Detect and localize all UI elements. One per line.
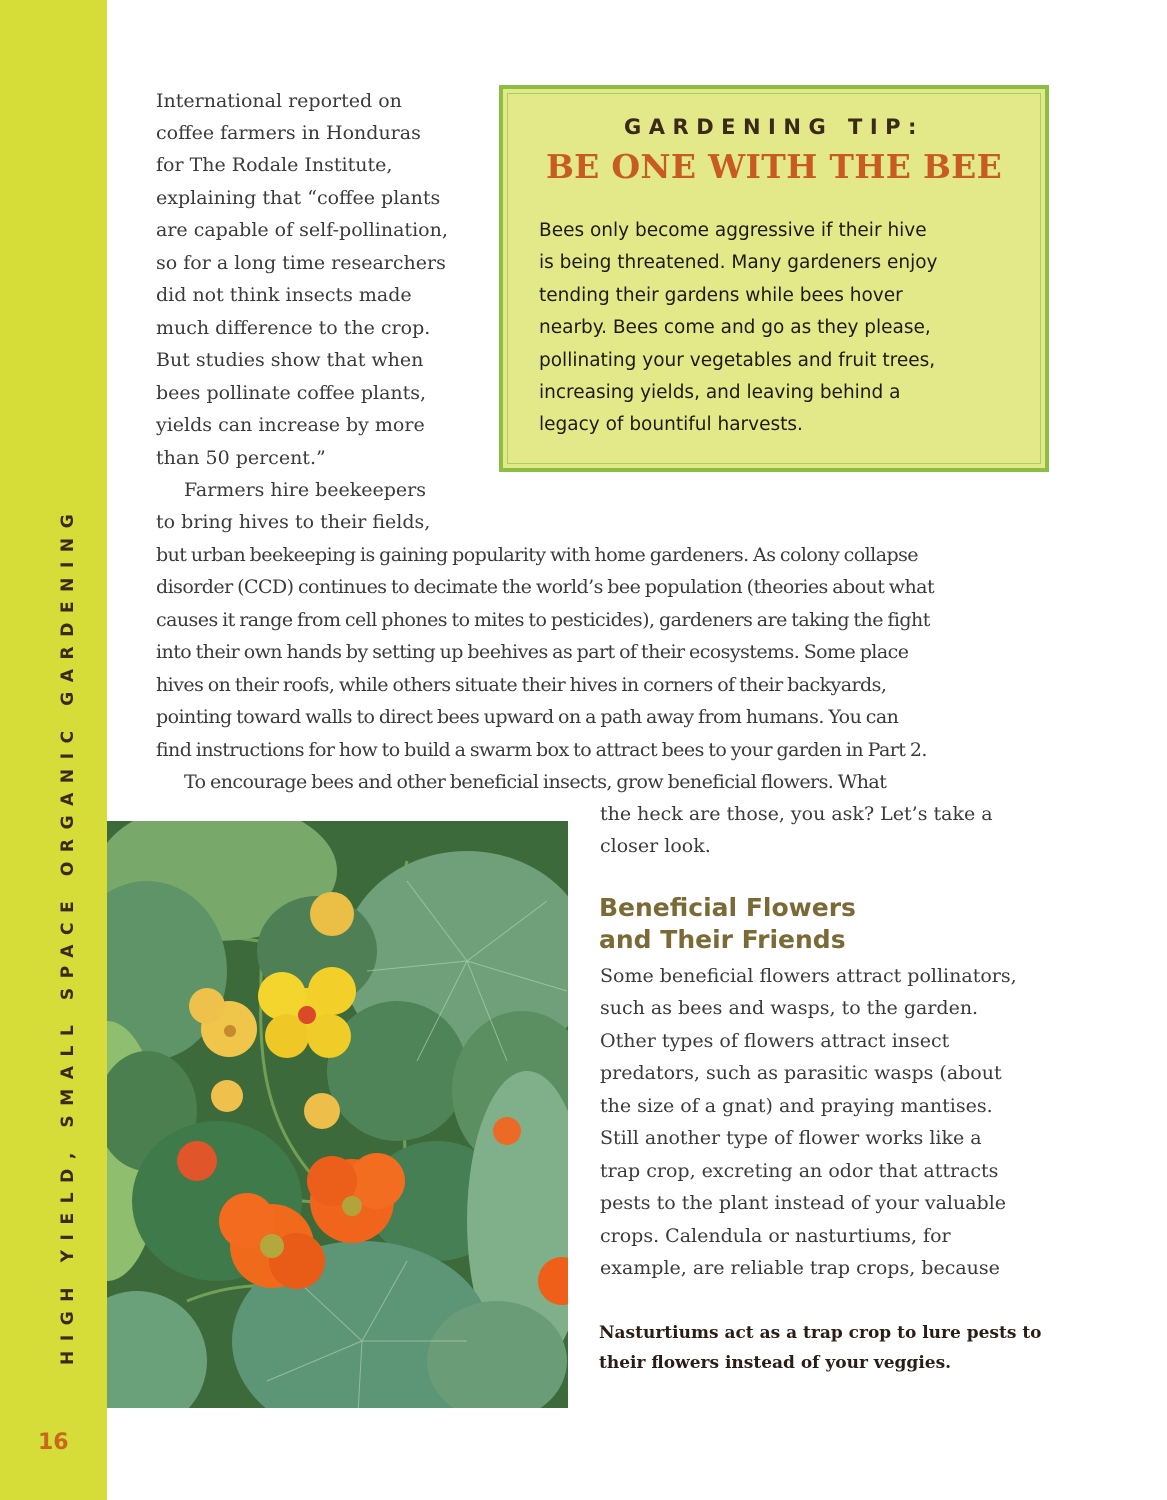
page-number: 16 — [38, 1430, 69, 1455]
text-line: but urban beekeeping is gaining popularity with home gardeners. As colony collapse — [156, 544, 918, 566]
text-line: International reported on — [156, 90, 402, 112]
text-line: crops. Calendula or nasturtiums, for — [600, 1225, 951, 1247]
text-line: are capable of self-pollination, — [156, 219, 448, 241]
text-line: much difference to the crop. — [156, 317, 431, 339]
tip-line: increasing yields, and leaving behind a — [539, 382, 901, 404]
text-line: than 50 percent.” — [156, 447, 326, 469]
text-line: did not think insects made — [156, 284, 412, 306]
tip-line: nearby. Bees come and go as they please, — [539, 317, 931, 339]
text-line: pests to the plant instead of your valuable — [600, 1192, 1007, 1214]
heading-line: and Their Friends — [599, 925, 846, 954]
text-line: causes it range from cell phones to mites to pesticides), gardeners are taking the fight — [156, 609, 930, 631]
text-line: so for a long time researchers — [156, 252, 446, 274]
tip-line: is being threatened. Many gardeners enjoy — [539, 252, 938, 274]
text-line: hives on their roofs, while others situate their hives in corners of their backyards, — [156, 674, 887, 696]
text-line: disorder (CCD) continues to decimate the world’s bee population (theories about what — [156, 576, 935, 598]
running-head: HIGH YIELD, SMALL SPACE ORGANIC GARDENING — [58, 504, 78, 1365]
text-line: Some beneficial flowers attract pollinators, — [600, 965, 1017, 987]
text-line: closer look. — [600, 835, 711, 857]
nasturtium-photo — [107, 821, 568, 1408]
tip-line: Bees only become aggressive if their hive — [539, 220, 927, 241]
text-line: such as bees and wasps, to the garden. — [600, 997, 979, 1019]
tip-line: pollinating your vegetables and fruit trees, — [539, 349, 936, 371]
tip-line: legacy of bountiful harvests. — [539, 414, 803, 436]
text-line: bees pollinate coffee plants, — [156, 382, 427, 404]
text-line: Farmers hire beekeepers — [184, 479, 427, 501]
text-line: the size of a gnat) and praying mantises. — [600, 1095, 993, 1117]
text-line: Other types of flowers attract insect — [600, 1030, 950, 1052]
caption-line: their flowers instead of your veggies. — [599, 1353, 952, 1373]
text-line: example, are reliable trap crops, because — [600, 1257, 1000, 1279]
photo-caption — [599, 1318, 1042, 1378]
text-line: find instructions for how to build a swarm box to attract bees to your garden in Part 2. — [156, 739, 927, 761]
text-line: pointing toward walls to direct bees upward on a path away from humans. You can — [156, 706, 899, 728]
tip-kicker: GARDENING TIP: — [624, 115, 924, 139]
tip-title: BE ONE WITH THE BEE — [545, 147, 1003, 186]
text-line: predators, such as parasitic wasps (about — [600, 1062, 1002, 1084]
text-line: for The Rodale Institute, — [156, 154, 393, 176]
text-line: explaining that “coffee plants — [156, 187, 441, 209]
text-line: Still another type of flower works like a — [600, 1127, 982, 1149]
text-line: the heck are those, you ask? Let’s take a — [600, 803, 993, 825]
caption-line: Nasturtiums act as a trap crop to lure pests to — [599, 1323, 1042, 1343]
text-line: yields can increase by more — [156, 414, 425, 436]
photo-illustration — [107, 821, 568, 1408]
text-line: To encourage bees and other beneficial insects, grow beneficial flowers. What — [184, 771, 887, 793]
sidebar-band — [0, 0, 107, 1500]
text-line: into their own hands by setting up beehives as part of their ecosystems. Some place — [156, 641, 909, 663]
text-line: But studies show that when — [156, 349, 424, 371]
text-line: coffee farmers in Honduras — [156, 122, 421, 144]
gardening-tip-box — [499, 85, 1049, 472]
text-line: trap crop, excreting an odor that attracts — [600, 1160, 999, 1182]
tip-body — [539, 215, 1039, 442]
heading-line: Beneficial Flowers — [599, 893, 856, 922]
tip-line: tending their gardens while bees hover — [539, 284, 903, 306]
text-line: to bring hives to their fields, — [156, 511, 431, 533]
section-heading — [599, 892, 856, 956]
